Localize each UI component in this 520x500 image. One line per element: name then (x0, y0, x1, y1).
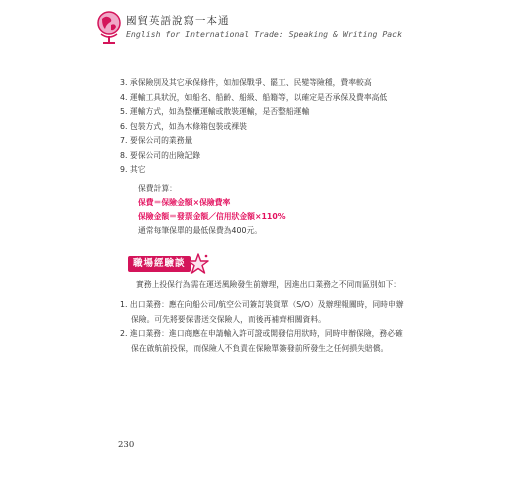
list-item: 4. 運輸工具狀況，如船名、船齡、船級、船籍等，以確定是否承保及費率高低 (120, 92, 388, 102)
list-item: 6. 包裝方式，如為木條箱包裝或裸裝 (120, 121, 247, 131)
list-item: 3. 承保險別及其它承保條件，如加保戰爭、罷工、民變等險種，費率較高 (120, 78, 372, 87)
import-note-line-1: 2. 進口業務：進口商應在申請輸入許可證或開發信用狀時，同時申辦保險，務必確 (120, 329, 403, 338)
premium-calculation (138, 182, 286, 238)
list-item: 7. 要保公司的業務量 (120, 136, 193, 145)
premium-factors-list (120, 76, 387, 178)
premium-heading: 保費計算： (138, 184, 177, 193)
tips-intro: 實務上投保行為需在運送風險發生前辦理，因進出口業務之不同而區別如下： (136, 280, 402, 289)
page-number: 230 (118, 440, 135, 450)
export-note-line-1: 1. 出口業務：應在向船公司/航空公司簽訂裝貨單（S/O）及辦理報關時，同時申辦 (120, 300, 404, 309)
list-item: 9. 其它 (120, 165, 146, 174)
list-item: 8. 要保公司的出險記錄 (120, 150, 201, 160)
list-item: 5. 運輸方式，如為整櫃運輸或散裝運輸，是否整船運輸 (120, 107, 310, 116)
tips-badge: 職場經驗談 (128, 256, 191, 272)
insured-amount-formula: 保險金額＝發票金額／信用狀金額×110% (138, 212, 286, 221)
globe-logo-icon (96, 10, 122, 46)
sparkle-star-icon (186, 252, 210, 276)
export-note-line-2: 保險。可先將要保書送交保險人，而後再補齊相關資料。 (131, 314, 326, 324)
book-title: 國貿英語說寫一本通 (126, 15, 230, 27)
minimum-premium-note: 通常每筆保單的最低保費為400元。 (138, 226, 263, 235)
book-subtitle: English for International Trade: Speaking & Writing Pack (126, 29, 403, 39)
tips-notes (120, 298, 404, 356)
import-note-line-2: 保在啟航前投保，而保險人不負責在保險單簽發前所發生之任何損失賠償。 (131, 343, 389, 353)
premium-formula: 保費＝保險金額×保險費率 (138, 198, 231, 207)
page-header (96, 10, 426, 46)
